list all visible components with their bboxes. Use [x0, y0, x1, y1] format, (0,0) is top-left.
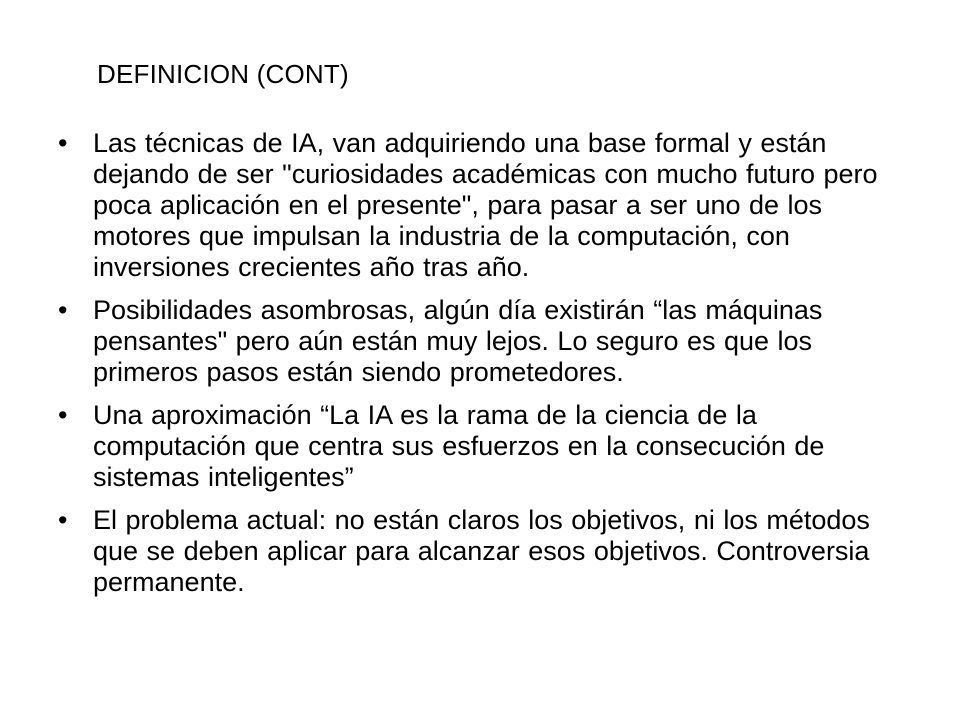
bullet-text: Una aproximación “La IA es la rama de la ciencia de la computación que centra sus esfuerzos en la consecución de sistemas inteligentes” — [93, 400, 825, 492]
bullet-text: El problema actual: no están claros los objetivos, ni los métodos que se deben aplicar para alcanzar esos objetivos. Controversia permanente. — [93, 505, 870, 597]
bullet-icon: • — [58, 128, 68, 158]
bullet-icon: • — [58, 400, 68, 430]
bullet-text: Las técnicas de IA, van adquiriendo una base formal y están dejando de ser "curiosidades académicas con mucho futuro pero poca aplicación en el presente", para pasar a ser uno de los motores que impulsan la industria de la computación, con inversiones crecientes año tras año. — [93, 128, 878, 282]
bullet-list — [58, 128, 908, 610]
bullet-icon: • — [58, 295, 68, 325]
bullet-item-possibilities — [58, 295, 908, 388]
bullet-item-approximation — [58, 400, 908, 493]
bullet-icon: • — [58, 505, 68, 535]
slide-title: DEFINICION (CONT) — [97, 59, 349, 89]
bullet-item-technical-progress — [58, 128, 908, 283]
bullet-text: Posibilidades asombrosas, algún día existirán “las máquinas pensantes" pero aún están muy lejos. Lo seguro es que los primeros pasos están siendo prometedores. — [93, 295, 823, 387]
bullet-item-current-problem — [58, 505, 908, 598]
